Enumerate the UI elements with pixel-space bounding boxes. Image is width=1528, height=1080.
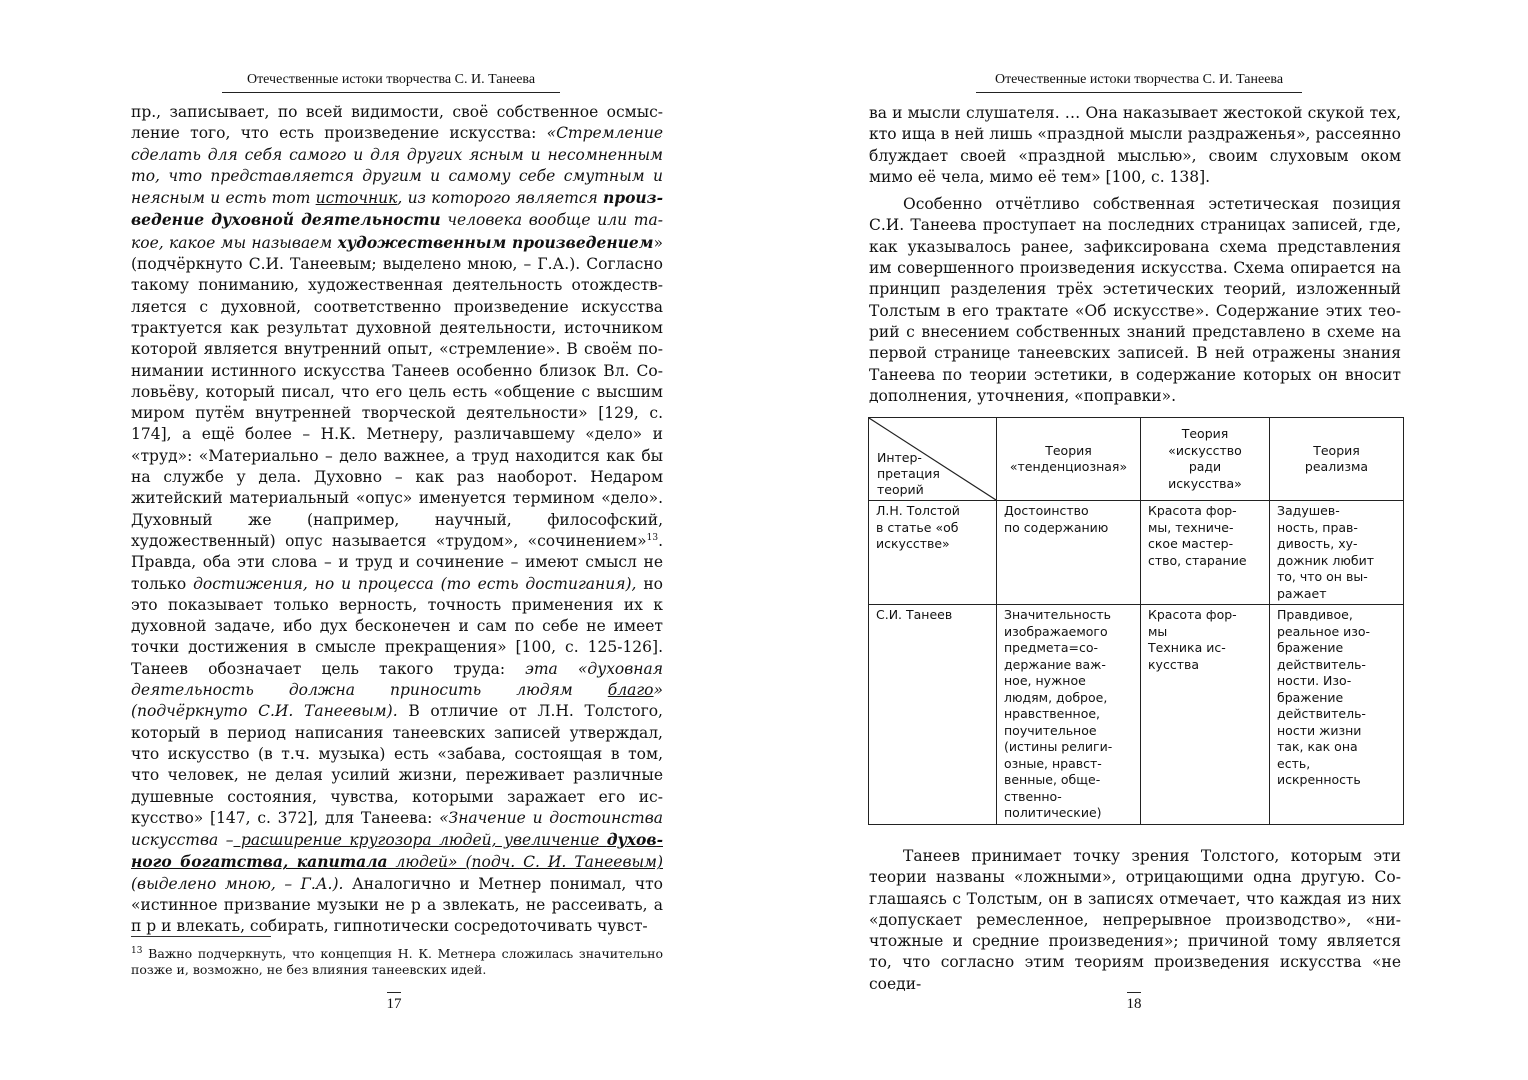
page-number bbox=[1114, 992, 1154, 1013]
table-header-row bbox=[869, 418, 1404, 501]
table-cell: Значительность изображаемого предмета=со- держание важ- ное, нужное людям, доброе, нравственное, поучительное (истины религи- озные, нравст- венные, обще- ственно- политические) bbox=[997, 605, 1141, 825]
emphasis-bold: художественным произведением bbox=[337, 232, 654, 252]
corner-label: Интер- претация теорий bbox=[877, 450, 940, 497]
header-rule bbox=[976, 92, 1302, 93]
theories-table bbox=[868, 417, 1404, 825]
table-cell: Правдивое, реальное изо- бражение действитель- ности. Изо- бражение действитель- ности жизни так, как она есть, искренность bbox=[1270, 605, 1404, 825]
page-number-bar bbox=[1127, 992, 1141, 993]
text-run: » (подчёркнуто С.И. Танеевым; выделено мною, – Г.А.). Согласно такому пониманию, художественная деятельность отождествляется с духовной, соответственно произведение искусства трактуется как результат духовной деятельности, источником которой является внутренний опыт, «стремление». В своём понимании истинного искусства Танеев особенно близок Вл. Соловьёву, который писал, что его цель есть «общение с высшим миром путём внутренней творческой деятельности» [129, с. 174], а ещё более – Н.К. Метнеру, различавшему «дело» и «труд»: «Материально – дело важнее, а труд находится как бы на службе у дела. Духовно – как раз наоборот. Недаром житейский материальный «опус» именуется термином «дело». Духовный же (например, научный, философский, художественный) опус называется «трудом», «сочинением» bbox=[131, 233, 663, 550]
underlined-word: благо bbox=[607, 681, 654, 700]
row-label: С.И. Танеев bbox=[869, 605, 997, 825]
table-corner-cell bbox=[869, 418, 997, 501]
text-run: но это показывает только верность, точность применения их к духовной задаче, ибо дух бесконечен и сам по себе не имеет точки достижения в смысле прекращения» [100, с. 125-126]. Танеев обозначает цель такого труда: bbox=[131, 574, 664, 678]
text-run: В отличие от Л.Н. Толстого, который в период написания танеевских записей утверждал, что искусство (в т.ч. музыка) есть «забава, состоящая в том, что человек, не делая усилий жизни, переживает различные душевные состояния, чувства, которыми заражает его искусство» [147, с. 372], для Танеева: bbox=[131, 702, 663, 827]
page-number-bar bbox=[387, 992, 401, 993]
text-run: Аналогично и Метнер понимал, что «истинное призвание музыки не bbox=[131, 874, 663, 914]
body-text bbox=[869, 103, 1401, 407]
table-cell: Красота фор- мы Техника ис- кусства bbox=[1141, 605, 1270, 825]
header-rule bbox=[222, 92, 560, 93]
italic-run: достижения, но и процесса (то есть достигания), bbox=[193, 574, 637, 593]
paragraph: ва и мысли слушателя. … Она наказывает жестокой скукой тех, кто ища в ней лишь «праздной мысли раздраженья», рассеянно блуждает своей «праздной мыслью», своим слуховым оком мимо её чела, мимо её тем» [100, с. 138]. bbox=[869, 104, 1401, 186]
italic-run: » (подчёркнуто С.И. Танеевым). bbox=[131, 681, 663, 721]
footnote-rule bbox=[131, 936, 271, 937]
table-row bbox=[869, 605, 1404, 825]
text-run: влекать, не рассеивать, а bbox=[450, 895, 664, 914]
spaced-word: р а з bbox=[410, 895, 451, 914]
page-number bbox=[374, 992, 414, 1013]
underlined-run: людей» (подч. С. И. Танеевым) bbox=[387, 853, 663, 872]
running-header-title: Отечественные истоки творчества С. И. Танеева bbox=[994, 72, 1284, 87]
quote-italic: «Значение и достоинства искусства – bbox=[131, 808, 663, 850]
quote-italic: «Стремление сделать для себя самого и для других ясным и несомненным то, что представляется другим и самому себе смутным и неясным и есть тот bbox=[131, 124, 663, 208]
running-header bbox=[976, 72, 1302, 88]
running-header bbox=[222, 72, 560, 88]
column-header: Теория реализма bbox=[1270, 418, 1404, 501]
right-page bbox=[764, 0, 1528, 1080]
table-cell: Красота фор- мы, техниче- ское мастер- ство, старание bbox=[1141, 501, 1270, 605]
footnote-marker: 13 bbox=[131, 945, 143, 956]
emphasis-bold: произведение духовной деятельности bbox=[131, 188, 664, 230]
text-run: пр., записывает, по всей видимости, своё собственное осмысление того, что есть произведение искусства: bbox=[131, 103, 663, 143]
footnote-text: Важно подчеркнуть, что концепция Н. К. Метнера сложилась значительно позже и, возможно, не без влияния танеевских идей. bbox=[131, 946, 663, 977]
column-header: Теория «тенденциозная» bbox=[997, 418, 1141, 501]
quote-italic: человека вообще или такое, какое мы называем bbox=[131, 211, 663, 252]
row-label: Л.Н. Толстой в статье «об искусстве» bbox=[869, 501, 997, 605]
body-text bbox=[131, 102, 663, 938]
paragraph bbox=[131, 102, 663, 938]
italic-run: (выделено мною, – Г.А.). bbox=[131, 874, 344, 893]
paragraph: Танеев принимает точку зрения Толстого, которым эти теории названы «ложными», отрицающими одна другую. Соглашаясь с Толстым, он в записях отмечает, что каждая из них «допускает ремесленное, непрерывное производство», «ничтожные и средние произведения»; причиной тому является то, что согласно этим теориям произведения искусства «не соеди- bbox=[869, 847, 1401, 993]
paragraph: Особенно отчётливо собственная эстетическая позиция С.И. Танеева проступает на последних страницах записей, где, как указывалось ранее, зафиксирована схема представления им совершенного произведения искусства. Схема опирается на принцип разделения трёх эстетических теорий, изложенный Толстым в его трактате «Об искусстве». Содержание этих теорий с внесением собственных знаний представлено в схеме на первой странице танеевских записей. В ней отражены знания Танеева по теории эстетики, в содержание которых он вносит дополнения, уточнения, «поправки». bbox=[869, 195, 1401, 405]
page-number-text: 17 bbox=[386, 996, 402, 1012]
underlined-word: источник bbox=[315, 189, 398, 208]
footnote bbox=[131, 946, 663, 978]
footnote-ref: 13 bbox=[646, 532, 659, 543]
body-text-after-table bbox=[869, 846, 1401, 995]
table-cell: Задушев- ность, прав- дивость, ху- дожник любит то, что он вы- ражает bbox=[1270, 501, 1404, 605]
table-cell: Достоинство по содержанию bbox=[997, 501, 1141, 605]
text-run: . Правда, оба эти слова – и труд и сочинение – имеют смысл не только bbox=[131, 531, 663, 593]
page-number-text: 18 bbox=[1126, 996, 1142, 1012]
quote-italic: , из которого является bbox=[397, 189, 603, 208]
running-header-title: Отечественные истоки творчества С. И. Танеева bbox=[246, 72, 536, 87]
quote-italic: эта «духовная деятельность должна приносить людям bbox=[131, 659, 663, 700]
column-header: Теория «искусство ради искусства» bbox=[1141, 418, 1270, 501]
table-row bbox=[869, 501, 1404, 605]
text-run: влекать, собирать, гипнотически сосредоточивать чувст- bbox=[171, 917, 648, 936]
spaced-word: п р и bbox=[131, 917, 172, 936]
underlined-run: расширение кругозора людей, увеличение bbox=[233, 831, 607, 850]
emphasis-bold: духовного богатства, капитала bbox=[131, 830, 663, 872]
